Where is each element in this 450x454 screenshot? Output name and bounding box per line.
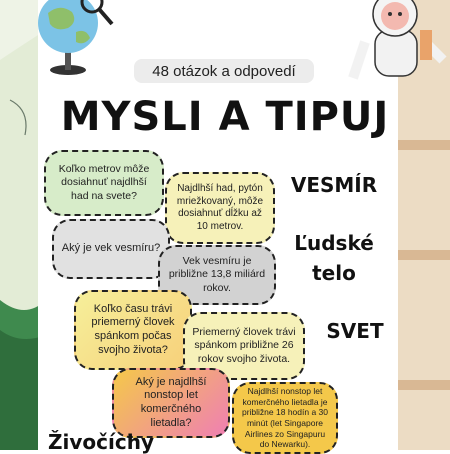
answer-card-snake: Najdlhší had, pytón mriežkovaný, môže dosiahnuť dĺžku až 10 metrov. bbox=[165, 172, 275, 244]
answer-card-flight: Najdlhší nonstop let komerčného lietadla je približne 18 hodín a 30 minút (let Singapore Airlines zo Singapuru do Newarku). bbox=[232, 382, 338, 454]
answer-card-universe-age: Vek vesmíru je približne 13,8 miliárd rokov. bbox=[158, 245, 276, 305]
question-card-sleep: Koľko času trávi priemerný človek spánkom počas svojho života? bbox=[74, 290, 192, 370]
page-title: MYSLI A TIPUJ bbox=[60, 94, 390, 140]
question-card-flight: Aký je najdlhší nonstop let komerčného lietadla? bbox=[112, 368, 230, 438]
question-card-snake: Koľko metrov môže dosiahnuť najdlhší had na svete? bbox=[44, 150, 164, 216]
answer-card-sleep: Priemerný človek trávi spánkom približne 26 rokov svojho života. bbox=[183, 312, 305, 380]
category-space: VESMÍR bbox=[290, 173, 378, 197]
astronaut-icon bbox=[345, 0, 450, 100]
subtitle-badge: 48 otázok a odpovedí bbox=[134, 59, 314, 83]
globe-icon bbox=[20, 0, 115, 78]
category-human-body-line1: Ľudské bbox=[294, 231, 374, 255]
question-card-universe-age: Aký je vek vesmíru? bbox=[52, 219, 170, 279]
category-animals: Živočíchy bbox=[48, 430, 154, 454]
category-world: SVET bbox=[326, 319, 384, 343]
category-human-body-line2: telo bbox=[312, 261, 356, 285]
